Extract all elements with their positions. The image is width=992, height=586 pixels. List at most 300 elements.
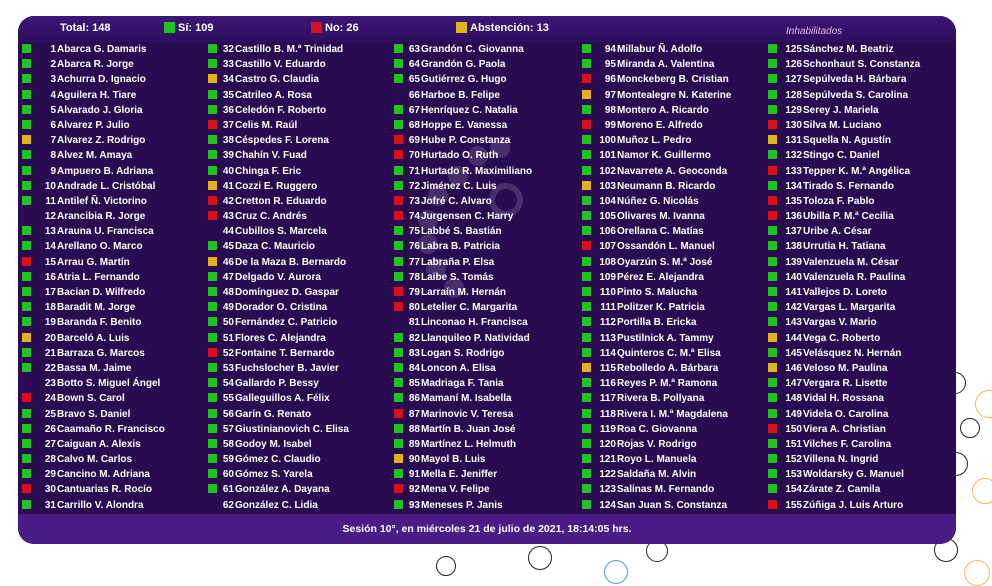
member-number: 19 bbox=[44, 317, 56, 329]
member-number: 12 bbox=[44, 211, 56, 223]
member-row bbox=[768, 209, 954, 224]
vote-square-icon bbox=[582, 409, 591, 418]
member-row bbox=[394, 270, 580, 285]
member-name: Martínez L. Helmuth bbox=[421, 438, 517, 450]
vote-square-icon bbox=[394, 59, 403, 68]
member-row bbox=[208, 361, 394, 376]
member-name: Veloso M. Paulina bbox=[803, 362, 888, 374]
vote-square-icon bbox=[208, 363, 217, 372]
member-number: 8 bbox=[50, 150, 56, 162]
member-name: Jofré C. Alvaro bbox=[421, 195, 492, 207]
vote-square-icon bbox=[22, 74, 31, 83]
decorative-circle bbox=[604, 560, 628, 584]
no-count-label: No: 26 bbox=[325, 22, 359, 34]
member-number: 134 bbox=[785, 180, 802, 192]
vote-square-icon bbox=[768, 135, 777, 144]
member-number: 104 bbox=[599, 195, 616, 207]
member-row bbox=[768, 482, 954, 497]
member-row bbox=[768, 437, 954, 452]
member-row bbox=[208, 164, 394, 179]
member-number: 153 bbox=[785, 469, 802, 481]
member-number: 145 bbox=[785, 347, 802, 359]
vote-square-icon bbox=[582, 333, 591, 342]
member-number: 146 bbox=[785, 362, 802, 374]
member-row bbox=[208, 255, 394, 270]
member-name: Vidal H. Rossana bbox=[803, 393, 884, 405]
member-name: Politzer K. Patricia bbox=[617, 302, 705, 314]
member-number: 115 bbox=[599, 362, 616, 374]
vote-square-icon bbox=[208, 439, 217, 448]
member-row bbox=[208, 239, 394, 254]
member-name: Rivera I. M.ª Magdalena bbox=[617, 408, 728, 420]
member-row bbox=[768, 331, 954, 346]
member-row bbox=[768, 346, 954, 361]
member-row bbox=[394, 467, 580, 482]
member-number: 136 bbox=[785, 211, 802, 223]
abstention-square-icon bbox=[456, 22, 467, 33]
member-row bbox=[208, 422, 394, 437]
member-row bbox=[768, 376, 954, 391]
vote-column bbox=[768, 42, 954, 513]
member-number: 42 bbox=[222, 195, 234, 207]
member-number: 25 bbox=[44, 408, 56, 420]
member-name: Montero A. Ricardo bbox=[617, 104, 709, 116]
member-row bbox=[394, 285, 580, 300]
member-name: Alvarez Z. Rodrigo bbox=[57, 135, 146, 147]
member-number: 113 bbox=[599, 332, 616, 344]
member-row bbox=[768, 452, 954, 467]
vote-square-icon bbox=[208, 409, 217, 418]
member-number: 49 bbox=[222, 302, 234, 314]
member-name: Harboe B. Felipe bbox=[421, 89, 500, 101]
vote-square-icon bbox=[394, 211, 403, 220]
member-row bbox=[768, 103, 954, 118]
member-name: Celis M. Raúl bbox=[235, 119, 298, 131]
member-name: Pinto S. Malucha bbox=[617, 287, 698, 298]
member-name: Aguilera H. Tiare bbox=[57, 89, 137, 101]
member-row bbox=[208, 103, 394, 118]
member-number: 114 bbox=[599, 347, 616, 359]
member-row bbox=[768, 422, 954, 437]
vote-square-icon bbox=[208, 105, 217, 114]
vote-square-icon bbox=[768, 484, 777, 493]
vote-square-icon bbox=[394, 135, 403, 144]
vote-column bbox=[582, 42, 768, 513]
vote-square-icon bbox=[768, 393, 777, 402]
member-row bbox=[582, 57, 768, 72]
member-number: 150 bbox=[785, 423, 802, 435]
member-row bbox=[22, 88, 208, 103]
member-number: 68 bbox=[408, 119, 420, 131]
member-name: Moreno E. Alfredo bbox=[617, 119, 703, 131]
vote-square-icon bbox=[768, 90, 777, 99]
member-row bbox=[22, 239, 208, 254]
member-number: 61 bbox=[222, 484, 234, 496]
vote-square-icon bbox=[22, 287, 31, 296]
member-name: Carrillo V. Alondra bbox=[57, 499, 144, 511]
vote-square-icon bbox=[22, 454, 31, 463]
member-number: 148 bbox=[785, 393, 802, 405]
member-number: 56 bbox=[222, 408, 234, 420]
vote-square-icon bbox=[394, 439, 403, 448]
member-row bbox=[394, 482, 580, 497]
member-number: 139 bbox=[785, 256, 802, 268]
member-name: Bown S. Carol bbox=[57, 393, 125, 405]
vote-square-icon bbox=[768, 196, 777, 205]
vote-square-icon bbox=[22, 348, 31, 357]
member-name: Vilches F. Carolina bbox=[803, 438, 892, 450]
member-number: 138 bbox=[785, 241, 802, 253]
vote-square-icon bbox=[394, 196, 403, 205]
member-number: 83 bbox=[408, 347, 420, 359]
member-row bbox=[22, 118, 208, 133]
vote-square-icon bbox=[394, 469, 403, 478]
member-name: Gómez C. Claudio bbox=[235, 454, 321, 466]
member-row bbox=[394, 346, 580, 361]
member-name: Arrau G. Martín bbox=[57, 256, 130, 268]
member-row bbox=[768, 239, 954, 254]
vote-column bbox=[394, 42, 580, 513]
member-row bbox=[22, 300, 208, 315]
member-number: 72 bbox=[408, 180, 420, 192]
member-row bbox=[582, 452, 768, 467]
member-number: 9 bbox=[50, 165, 56, 177]
member-name: Chinga F. Eric bbox=[235, 165, 302, 177]
vote-square-icon bbox=[208, 166, 217, 175]
vote-square-icon bbox=[208, 59, 217, 68]
member-number: 81 bbox=[408, 317, 420, 329]
vote-square-icon bbox=[582, 226, 591, 235]
member-name: Vega C. Roberto bbox=[803, 332, 881, 344]
member-name: Abarca R. Jorge bbox=[57, 59, 134, 71]
member-name: Cretton R. Eduardo bbox=[235, 195, 327, 207]
member-row bbox=[394, 88, 580, 103]
member-name: Dorador O. Cristina bbox=[235, 302, 328, 314]
member-number: 28 bbox=[44, 454, 56, 466]
member-name: Valenzuela R. Paulina bbox=[803, 271, 906, 283]
member-name: Gallardo P. Bessy bbox=[235, 378, 319, 390]
vote-square-icon bbox=[22, 317, 31, 326]
member-name: Fontaine T. Bernardo bbox=[235, 347, 335, 359]
vote-square-icon bbox=[394, 348, 403, 357]
vote-square-icon bbox=[582, 454, 591, 463]
member-row bbox=[582, 361, 768, 376]
member-name: Vargas V. Mario bbox=[803, 317, 877, 329]
member-row bbox=[22, 270, 208, 285]
member-number: 137 bbox=[785, 226, 802, 238]
member-number: 143 bbox=[785, 317, 802, 329]
member-row bbox=[768, 194, 954, 209]
member-row bbox=[582, 103, 768, 118]
vote-square-icon bbox=[22, 363, 31, 372]
abstention-count-label: Abstención: 13 bbox=[470, 22, 549, 34]
member-name: Cantuarias R. Rocío bbox=[57, 484, 153, 496]
member-number: 147 bbox=[785, 378, 802, 390]
member-name: Rojas V. Rodrigo bbox=[617, 438, 697, 450]
vote-square-icon bbox=[394, 302, 403, 311]
member-number: 89 bbox=[408, 438, 420, 450]
member-number: 118 bbox=[599, 408, 616, 420]
member-row bbox=[768, 57, 954, 72]
vote-square-icon bbox=[394, 272, 403, 281]
member-number: 92 bbox=[408, 484, 420, 496]
vote-square-icon bbox=[208, 378, 217, 387]
vote-square-icon bbox=[768, 272, 777, 281]
member-row bbox=[582, 467, 768, 482]
vote-column bbox=[22, 42, 208, 513]
member-number: 140 bbox=[785, 271, 802, 283]
member-name: Arauna U. Francisca bbox=[57, 226, 154, 238]
member-number: 52 bbox=[222, 347, 234, 359]
member-row bbox=[582, 315, 768, 330]
member-number: 116 bbox=[599, 378, 616, 390]
member-number: 63 bbox=[408, 44, 420, 55]
member-number: 75 bbox=[408, 226, 420, 238]
member-name: Zárate Z. Camila bbox=[803, 484, 881, 496]
member-name: Barceló A. Luis bbox=[57, 332, 130, 344]
member-row bbox=[394, 148, 580, 163]
member-row bbox=[394, 437, 580, 452]
member-name: Caiguan A. Alexis bbox=[57, 438, 141, 450]
member-row bbox=[394, 179, 580, 194]
member-number: 23 bbox=[44, 378, 56, 390]
member-name: Labraña P. Elsa bbox=[421, 256, 495, 268]
vote-square-icon bbox=[394, 44, 403, 53]
member-name: Stingo C. Daniel bbox=[803, 150, 880, 162]
member-row bbox=[22, 255, 208, 270]
member-row bbox=[208, 118, 394, 133]
vote-square-icon bbox=[768, 226, 777, 235]
vote-square-icon bbox=[22, 196, 31, 205]
member-name: Alvarado J. Gloria bbox=[57, 104, 143, 116]
member-name: Andrade L. Cristóbal bbox=[57, 180, 156, 192]
member-row bbox=[22, 437, 208, 452]
member-number: 30 bbox=[44, 484, 56, 496]
member-row bbox=[22, 42, 208, 57]
member-number: 124 bbox=[599, 499, 616, 511]
vote-square-icon bbox=[582, 90, 591, 99]
session-footer: Sesión 10°, en miércoles 21 de julio de 2021, 18:14:05 hrs. bbox=[18, 514, 956, 544]
member-row bbox=[22, 498, 208, 513]
member-row bbox=[582, 376, 768, 391]
member-name: Salinas M. Fernando bbox=[617, 484, 715, 496]
yes-count bbox=[164, 22, 213, 34]
member-name: Garín G. Renato bbox=[235, 408, 312, 420]
vote-square-icon bbox=[22, 211, 31, 220]
member-name: Pustilnick A. Tammy bbox=[617, 332, 714, 344]
vote-square-icon bbox=[768, 120, 777, 129]
member-number: 40 bbox=[222, 165, 234, 177]
member-name: Arellano O. Marco bbox=[57, 241, 143, 253]
yes-count-label: Sí: 109 bbox=[178, 22, 214, 34]
member-name: Achurra D. Ignacio bbox=[57, 74, 146, 86]
member-number: 87 bbox=[408, 408, 420, 420]
member-number: 1 bbox=[50, 44, 56, 55]
member-name: Miranda A. Valentina bbox=[617, 59, 715, 71]
member-row bbox=[582, 482, 768, 497]
vote-square-icon bbox=[582, 105, 591, 114]
member-name: San Juan S. Constanza bbox=[617, 499, 728, 511]
vote-square-icon bbox=[394, 105, 403, 114]
vote-square-icon bbox=[582, 135, 591, 144]
member-row bbox=[208, 270, 394, 285]
member-number: 47 bbox=[222, 271, 234, 283]
member-number: 4 bbox=[50, 89, 56, 101]
vote-square-icon bbox=[768, 59, 777, 68]
vote-square-icon bbox=[768, 363, 777, 372]
member-row bbox=[208, 42, 394, 57]
member-number: 58 bbox=[222, 438, 234, 450]
member-name: Laibe S. Tomás bbox=[421, 271, 494, 283]
member-row bbox=[208, 331, 394, 346]
vote-square-icon bbox=[22, 469, 31, 478]
vote-square-icon bbox=[394, 226, 403, 235]
vote-square-icon bbox=[22, 378, 31, 387]
member-number: 13 bbox=[44, 226, 56, 238]
member-name: Hurtado R. Maximiliano bbox=[421, 165, 533, 177]
member-name: González C. Lidia bbox=[235, 499, 318, 511]
member-row bbox=[394, 498, 580, 513]
member-row bbox=[22, 315, 208, 330]
member-name: Barraza G. Marcos bbox=[57, 347, 145, 359]
member-name: Uribe A. César bbox=[803, 226, 872, 238]
member-name: Mena V. Felipe bbox=[421, 484, 490, 496]
vote-square-icon bbox=[582, 378, 591, 387]
member-name: Urrutia H. Tatiana bbox=[803, 241, 886, 253]
vote-square-icon bbox=[208, 211, 217, 220]
member-number: 94 bbox=[604, 44, 616, 55]
decorative-circle bbox=[528, 546, 552, 570]
vote-square-icon bbox=[208, 90, 217, 99]
member-row bbox=[768, 498, 954, 513]
vote-square-icon bbox=[22, 181, 31, 190]
vote-square-icon bbox=[208, 150, 217, 159]
member-number: 110 bbox=[599, 287, 616, 298]
member-row bbox=[582, 239, 768, 254]
member-number: 59 bbox=[222, 454, 234, 466]
member-name: Daza C. Mauricio bbox=[235, 241, 316, 253]
vote-square-icon bbox=[22, 333, 31, 342]
vote-square-icon bbox=[22, 226, 31, 235]
member-name: Linconao H. Francisca bbox=[421, 317, 528, 329]
member-number: 84 bbox=[408, 362, 420, 374]
member-number: 65 bbox=[408, 74, 420, 86]
member-name: Abarca G. Damaris bbox=[57, 44, 147, 55]
member-number: 97 bbox=[604, 89, 616, 101]
vote-square-icon bbox=[22, 302, 31, 311]
member-number: 53 bbox=[222, 362, 234, 374]
member-row bbox=[768, 118, 954, 133]
vote-square-icon bbox=[582, 241, 591, 250]
member-number: 100 bbox=[599, 135, 616, 147]
member-number: 39 bbox=[222, 150, 234, 162]
member-number: 32 bbox=[222, 44, 234, 55]
member-name: Llanquileo P. Natividad bbox=[421, 332, 530, 344]
vote-square-icon bbox=[394, 500, 403, 509]
vote-square-icon bbox=[582, 257, 591, 266]
decorative-circle bbox=[964, 560, 990, 586]
member-row bbox=[208, 179, 394, 194]
vote-square-icon bbox=[582, 150, 591, 159]
member-number: 86 bbox=[408, 393, 420, 405]
member-name: Navarrete A. Geoconda bbox=[617, 165, 728, 177]
member-name: Ossandón L. Manuel bbox=[617, 241, 715, 253]
member-name: Calvo M. Carlos bbox=[57, 454, 133, 466]
member-name: Labra B. Patricia bbox=[421, 241, 500, 253]
member-number: 29 bbox=[44, 469, 56, 481]
member-name: Cozzi E. Ruggero bbox=[235, 180, 318, 192]
member-name: Sepúlveda H. Bárbara bbox=[803, 74, 907, 86]
vote-column bbox=[208, 42, 394, 513]
member-row bbox=[394, 103, 580, 118]
member-row bbox=[582, 270, 768, 285]
no-count bbox=[311, 22, 359, 34]
member-number: 78 bbox=[408, 271, 420, 283]
member-row bbox=[22, 148, 208, 163]
vote-square-icon bbox=[768, 409, 777, 418]
vote-square-icon bbox=[768, 287, 777, 296]
member-row bbox=[394, 315, 580, 330]
member-row bbox=[394, 72, 580, 87]
member-number: 91 bbox=[408, 469, 420, 481]
member-number: 70 bbox=[408, 150, 420, 162]
vote-square-icon bbox=[208, 469, 217, 478]
member-number: 120 bbox=[599, 438, 616, 450]
member-row bbox=[22, 133, 208, 148]
member-name: Delgado V. Aurora bbox=[235, 271, 321, 283]
member-name: Castillo V. Eduardo bbox=[235, 59, 326, 71]
member-row bbox=[768, 133, 954, 148]
member-name: Jurgensen C. Harry bbox=[421, 211, 514, 223]
member-number: 26 bbox=[44, 423, 56, 435]
member-row bbox=[208, 209, 394, 224]
member-name: Martín B. Juan José bbox=[421, 423, 516, 435]
member-name: Mayol B. Luis bbox=[421, 454, 486, 466]
member-row bbox=[394, 57, 580, 72]
member-name: Royo L. Manuela bbox=[617, 454, 697, 466]
member-name: Mamaní M. Isabella bbox=[421, 393, 512, 405]
member-number: 43 bbox=[222, 211, 234, 223]
member-name: Vergara R. Lisette bbox=[803, 378, 888, 390]
member-number: 85 bbox=[408, 378, 420, 390]
member-row bbox=[22, 209, 208, 224]
vote-square-icon bbox=[394, 166, 403, 175]
vote-square-icon bbox=[394, 120, 403, 129]
vote-square-icon bbox=[22, 257, 31, 266]
member-number: 48 bbox=[222, 287, 234, 298]
vote-square-icon bbox=[768, 211, 777, 220]
member-name: Squella N. Agustín bbox=[803, 135, 891, 147]
member-number: 102 bbox=[599, 165, 616, 177]
vote-square-icon bbox=[208, 135, 217, 144]
member-number: 31 bbox=[44, 499, 56, 511]
member-row bbox=[22, 391, 208, 406]
member-number: 66 bbox=[408, 89, 420, 101]
member-row bbox=[394, 118, 580, 133]
member-row bbox=[394, 255, 580, 270]
member-number: 93 bbox=[408, 499, 420, 511]
member-name: Caamaño R. Francisco bbox=[57, 423, 165, 435]
member-row bbox=[768, 255, 954, 270]
vote-square-icon bbox=[394, 257, 403, 266]
member-row bbox=[582, 255, 768, 270]
member-name: Bravo S. Daniel bbox=[57, 408, 131, 420]
member-name: Larraín M. Hernán bbox=[421, 287, 507, 298]
vote-square-icon bbox=[208, 500, 217, 509]
member-number: 38 bbox=[222, 135, 234, 147]
member-row bbox=[582, 437, 768, 452]
vote-square-icon bbox=[768, 74, 777, 83]
